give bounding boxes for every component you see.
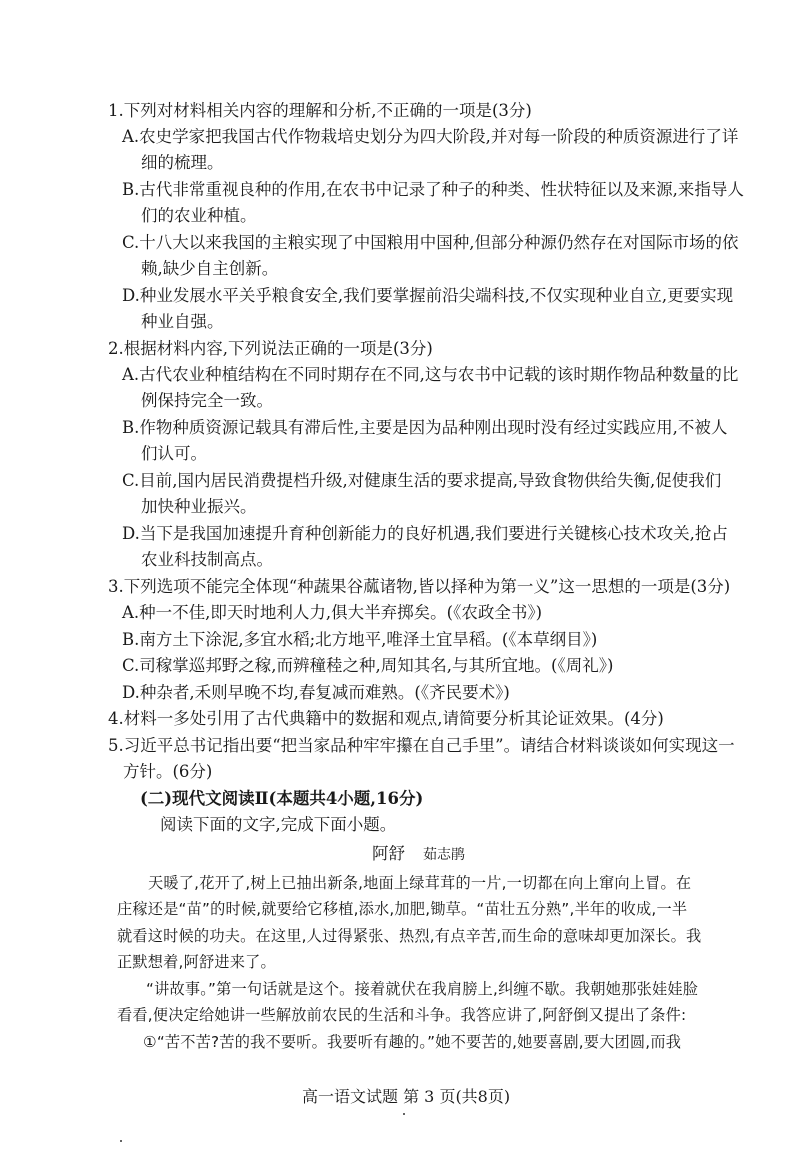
page-footer: 高一语文试题 第 3 页(共8页) [302,1087,511,1106]
q3-option-b: B.南方土下涂泥,多宜水稻;北方地平,唯泽土宜旱稻。(《本草纲目》) [122,630,598,649]
q2-option-b: B.作物种质资源记载具有滞后性,主要是因为品种刚出现时没有经过实践应用,不被人 [122,418,728,437]
q1-option-c-cont: 赖,缺少自主创新。 [141,259,279,278]
section-heading: (二)现代文阅读Ⅱ(本题共4小题,16分) [140,789,424,808]
passage-title: 阿舒 [372,844,405,863]
q1-option-b-cont: 们的农业种植。 [141,206,257,225]
question-4: 4.材料一多处引用了古代典籍中的数据和观点,请简要分析其论证效果。(4分) [108,709,664,728]
q2-option-c-cont: 加快种业振兴。 [141,497,257,516]
q3-option-d: D.种杂者,禾则早晚不均,春复减而难熟。(《齐民要术》) [122,683,510,702]
passage-author: 茹志鹃 [423,847,465,863]
passage-p1-line3: 就看这时候的功夫。在这里,人过得紧张、热烈,有点辛苦,而生命的意味却更加深长。我 [117,927,702,945]
passage-p2-line1: “讲故事。”第一句话就是这个。接着就伏在我肩膀上,纠缠不歇。我朝她那张娃娃脸 [146,980,699,998]
q2-option-a-cont: 例保持完全一致。 [141,391,273,410]
passage-p1-line1: 天暖了,花开了,树上已抽出新条,地面上绿茸茸的一片,一切都在向上窜向上冒。在 [148,874,692,892]
question-1-stem: 1.下列对材料相关内容的理解和分析,不正确的一项是(3分) [108,101,532,120]
q2-option-c: C.目前,国内居民消费提档升级,对健康生活的要求提高,导致食物供给失衡,促使我们 [122,471,722,490]
question-3-stem: 3.下列选项不能完全体现“种蔬果谷蓏诸物,皆以择种为第一义”这一思想的一项是(3分) [108,577,731,596]
q2-option-d: D.当下是我国加速提升育种创新能力的良好机遇,我们要进行关键核心技术攻关,抢占 [122,524,728,543]
scan-speck [120,1140,122,1142]
question-2-stem: 2.根据材料内容,下列说法正确的一项是(3分) [108,339,433,358]
q3-option-a: A.种一不佳,即天时地利人力,俱大半弃掷矣。(《农政全书》) [122,603,543,622]
q2-option-d-cont: 农业科技制高点。 [141,550,273,569]
passage-p2-line2: 看看,便决定给她讲一些解放前农民的生活和斗争。我答应讲了,阿舒倒又提出了条件: [117,1006,687,1024]
section-instruction: 阅读下面的文字,完成下面小题。 [160,815,397,834]
q1-option-c: C.十八大以来我国的主粮实现了中国粮用中国种,但部分种源仍然存在对国际市场的依 [122,233,739,252]
passage-p1-line4: 正默想着,阿舒进来了。 [117,953,276,971]
q1-option-a: A.农史学家把我国古代作物栽培史划分为四大阶段,并对每一阶段的种质资源进行了详 [122,127,739,146]
q3-option-c: C.司稼掌巡邦野之稼,而辨穜稑之种,周知其名,与其所宜地。(《周礼》) [122,656,614,675]
question-5-cont: 方针。(6分) [123,762,213,781]
q1-option-d: D.种业发展水平关乎粮食安全,我们要掌握前沿尖端科技,不仅实现种业自立,更要实现 [122,286,734,305]
q2-option-a: A.古代农业种植结构在不同时期存在不同,这与农书中记载的该时期作物品种数量的比 [122,365,739,384]
q1-option-d-cont: 种业自强。 [141,312,224,331]
passage-p1-line2: 庄稼还是“苗”的时候,就要给它移植,添水,加肥,锄草。“苗壮五分熟”,半年的收成,一半 [117,900,688,918]
question-5: 5.习近平总书记指出要“把当家品种牢牢攥在自己手里”。请结合材料谈谈如何实现这一 [108,736,735,755]
passage-title-block [372,844,465,865]
q2-option-b-cont: 们认可。 [141,444,207,463]
passage-p3-line1: ①“苦不苦?苦的我不要听。我要听有趣的。”她不要苦的,她要喜剧,要大团圆,而我 [143,1033,682,1051]
q1-option-b: B.古代非常重视良种的作用,在农书中记录了种子的种类、性状特征以及来源,来指导人 [122,180,744,199]
scan-speck [403,1113,405,1115]
q1-option-a-cont: 细的梳理。 [141,153,224,172]
